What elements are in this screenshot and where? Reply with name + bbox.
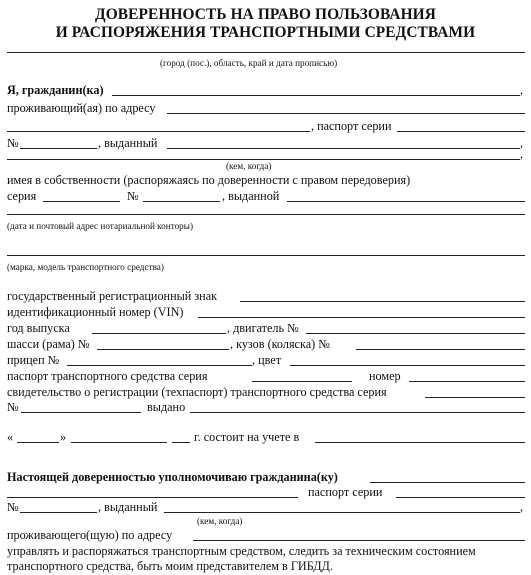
document-title-line-1: ДОВЕРЕННОСТЬ НА ПРАВО ПОЛЬЗОВАНИЯ [95,6,436,23]
city-date-hint: (город (пос.), область, край и дата прописью) [160,58,338,68]
agent-issued-field[interactable] [164,512,520,513]
principal-name-field[interactable] [112,95,520,96]
passport-issued-field[interactable] [167,148,520,149]
agent-passport-series-label: паспорт серии [308,485,383,499]
ownership-label: имея в собственности (распоряжаясь по доверенности с правом передоверия) [7,173,411,187]
city-date-field[interactable] [7,52,525,53]
comma: , [520,500,524,514]
ownership-number-field[interactable] [143,201,220,202]
passport-number-label: № [7,136,19,150]
passport-series-field[interactable] [397,131,525,132]
notary-hint: (дата и почтовый адрес нотариальной конторы) [7,221,194,231]
body-label: , кузов (коляска) № [230,337,330,351]
issued-when-hint: (кем, когда) [226,161,272,171]
passport-number-field[interactable] [20,148,97,149]
color-label: , цвет [252,353,282,367]
date-month-field[interactable] [71,442,167,443]
quote-open: « [7,430,14,444]
color-field[interactable] [290,365,525,366]
date-day-field[interactable] [17,442,59,443]
vin-field[interactable] [198,317,525,318]
agent-name-field[interactable] [370,482,525,483]
principal-address-field[interactable] [167,113,525,114]
registered-at-label: г. состоит на учете в [194,430,300,444]
comma: , [520,83,524,97]
agent-address-field[interactable] [193,540,525,541]
manage-text-2: транспортного средства, быть моим представителем в ГИБДД. [7,559,333,573]
chassis-label: шасси (рама) № [7,337,90,351]
date-year-field[interactable] [172,442,190,443]
i-citizen-label: Я, гражданин(ка) [7,83,104,97]
engine-field[interactable] [306,333,525,334]
agent-name-field-2[interactable] [7,497,298,498]
document-title-line-2: И РАСПОРЯЖЕНИЯ ТРАНСПОРТНЫМИ СРЕДСТВАМИ [55,24,476,41]
agent-passport-number-label: № [7,500,19,514]
notary-field[interactable] [7,214,525,215]
reg-plate-label: государственный регистрационный знак [7,289,218,303]
agent-residing-label: проживающего(щую) по адресу [7,528,173,542]
residing-label: проживающий(ая) по адресу [7,101,156,115]
trailer-field[interactable] [67,365,252,366]
cert-issued-field[interactable] [190,412,525,413]
ownership-issued-field[interactable] [287,201,525,202]
cert-number-label: № [7,400,19,414]
cert-number-field[interactable] [21,412,141,413]
pts-number-field[interactable] [409,381,525,382]
cert-issued-label: выдано [147,400,186,414]
engine-label: , двигатель № [227,321,299,335]
ownership-issued-label: , выданной [222,189,280,203]
passport-series-label: , паспорт серии [311,119,392,133]
authorize-label: Настоящей доверенностью уполномочиваю гражданина(ку) [7,470,338,484]
agent-issued-label: , выданный [98,500,158,514]
quote-close: » [60,430,67,444]
year-label: год выпуска [7,321,70,335]
cert-label: свидетельство о регистрации (техпаспорт) транспортного средства серия [7,385,387,399]
principal-address-field-2[interactable] [7,131,310,132]
pts-series-field[interactable] [252,381,352,382]
agent-passport-number-field[interactable] [20,512,97,513]
registered-at-field[interactable] [315,442,525,443]
vehicle-model-hint: (марка, модель транспортного средства) [7,262,164,272]
cert-series-field[interactable] [425,397,525,398]
agent-issued-when-hint: (кем, когда) [197,516,243,526]
ownership-series-label: серия [7,189,37,203]
pts-number-label: номер [369,369,401,383]
trailer-label: прицеп № [7,353,60,367]
year-field[interactable] [92,333,226,334]
ownership-number-label: № [127,189,139,203]
manage-text-1: управлять и распоряжаться транспортным средством, следить за техническим состоянием [7,544,476,558]
vehicle-model-field[interactable] [7,255,525,256]
agent-passport-series-field[interactable] [396,497,525,498]
vin-label: идентификационный номер (VIN) [7,305,184,319]
comma: , [520,136,524,150]
ownership-series-field[interactable] [43,201,120,202]
chassis-field[interactable] [97,349,229,350]
reg-plate-field[interactable] [240,301,525,302]
comma: , [520,147,524,161]
pts-label: паспорт транспортного средства серия [7,369,208,383]
body-field[interactable] [356,349,525,350]
passport-issued-label: , выданный [98,136,158,150]
passport-issued-field-2[interactable] [7,159,520,160]
